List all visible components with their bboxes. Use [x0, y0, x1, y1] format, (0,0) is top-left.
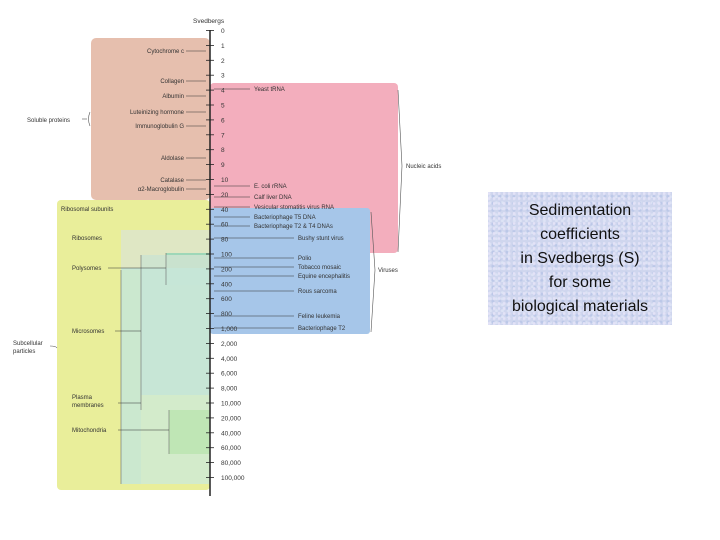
scale-title: Svedbergs — [193, 18, 225, 25]
virus-label: Rous sarcoma — [298, 289, 337, 295]
scale-tick-label: 60,000 — [221, 445, 241, 453]
scale-tick-label: 400 — [221, 281, 232, 289]
scale-tick-label: 7 — [221, 132, 225, 140]
scale-tick-label: 200 — [221, 266, 232, 274]
protein-label: Immunoglobulin G — [135, 124, 184, 130]
scale-tick-label: 4 — [221, 87, 225, 95]
scale-tick-label: 60 — [221, 221, 229, 229]
scale-tick-label: 10 — [221, 177, 229, 184]
virus-label: Equine encephalitis — [298, 274, 351, 280]
nucleic-label: Yeast tRNA — [254, 87, 285, 93]
scale-tick-label: 20 — [221, 191, 229, 199]
virus-label: Bushy stunt virus — [298, 236, 344, 242]
scale-tick-label: 40 — [221, 206, 229, 214]
scale-tick-label: 10,000 — [221, 400, 241, 408]
protein-label: Collagen — [160, 79, 184, 85]
scale-tick-label: 8 — [221, 147, 225, 155]
scale-tick-label: 8,000 — [221, 385, 238, 393]
nucleic-label: E. coli rRNA — [254, 184, 287, 190]
particle-label: Ribosomes — [72, 236, 103, 242]
caption-line: for some — [548, 273, 612, 291]
virus-label: Feline leukemia — [298, 314, 341, 320]
scale-tick-label: 0 — [221, 28, 225, 35]
subcellular-label-line1: Subcellular — [13, 341, 43, 347]
scale-tick-label: 6 — [221, 117, 225, 125]
subcellular-label-line2: particles — [13, 349, 36, 355]
particle-label: Ribosomal subunits — [61, 207, 114, 213]
caption-line: biological materials — [511, 297, 649, 315]
nucleic-acids-label: Nucleic acids — [406, 164, 442, 170]
protein-label: Albumin — [162, 94, 184, 100]
protein-label: Luteinizing hormone — [129, 110, 184, 116]
caption-line: coefficients — [540, 225, 620, 243]
scale-tick-label: 100,000 — [221, 475, 245, 482]
caption-line: Sedimentation — [528, 201, 632, 219]
scale-tick-label: 40,000 — [221, 430, 241, 438]
scale-tick-label: 5 — [221, 102, 225, 110]
protein-label: Aldolase — [160, 156, 184, 162]
soluble-proteins-box — [91, 38, 210, 200]
nucleic-label: Calf liver DNA — [254, 195, 292, 201]
scale-tick-label: 3 — [221, 72, 225, 80]
scale-tick-label: 80,000 — [221, 460, 241, 468]
particle-label: Microsomes — [72, 329, 105, 335]
scale-tick-label: 4,000 — [221, 355, 238, 363]
scale-tick-label: 2 — [221, 57, 225, 65]
particle-label: Mitochondria — [72, 428, 107, 434]
scale-tick-label: 20,000 — [221, 415, 241, 423]
mitochondria-region — [169, 410, 210, 454]
protein-label: α2-Macroglobulin — [137, 187, 184, 193]
protein-label: Catalase — [160, 178, 184, 184]
scale-tick-label: 6,000 — [221, 370, 238, 378]
particle-label: Plasma membranes — [72, 395, 104, 409]
scale-tick-label: 1,000 — [221, 326, 238, 333]
nucleic-label: Bacteriophage T2 & T4 DNAs — [254, 224, 333, 230]
virus-label: Bacteriophage T2 — [298, 326, 346, 332]
virus-label: Polio — [298, 256, 312, 262]
scale-tick-label: 9 — [221, 162, 225, 170]
scale-tick-label: 1 — [221, 42, 225, 50]
subcellular-particles-label — [13, 341, 44, 355]
particle-label: Polysomes — [72, 266, 102, 272]
caption-box — [488, 192, 672, 325]
scale-tick-label: 100 — [221, 251, 232, 259]
protein-label: Cytochrome c — [146, 49, 184, 55]
nucleic-label: Bacteriophage T5 DNA — [254, 215, 316, 221]
virus-label: Tobacco mosaic — [298, 265, 342, 271]
viruses-label: Viruses — [378, 268, 398, 274]
caption-line: in Svedbergs (S) — [520, 249, 640, 267]
scale-tick-label: 800 — [221, 311, 232, 319]
nucleic-label: Vesicular stomatitis virus RNA — [254, 205, 335, 211]
scale-tick-label: 80 — [221, 236, 229, 244]
soluble-proteins-label: Soluble proteins — [27, 118, 71, 124]
scale-tick-label: 2,000 — [221, 340, 238, 348]
scale-tick-label: 600 — [221, 296, 232, 304]
